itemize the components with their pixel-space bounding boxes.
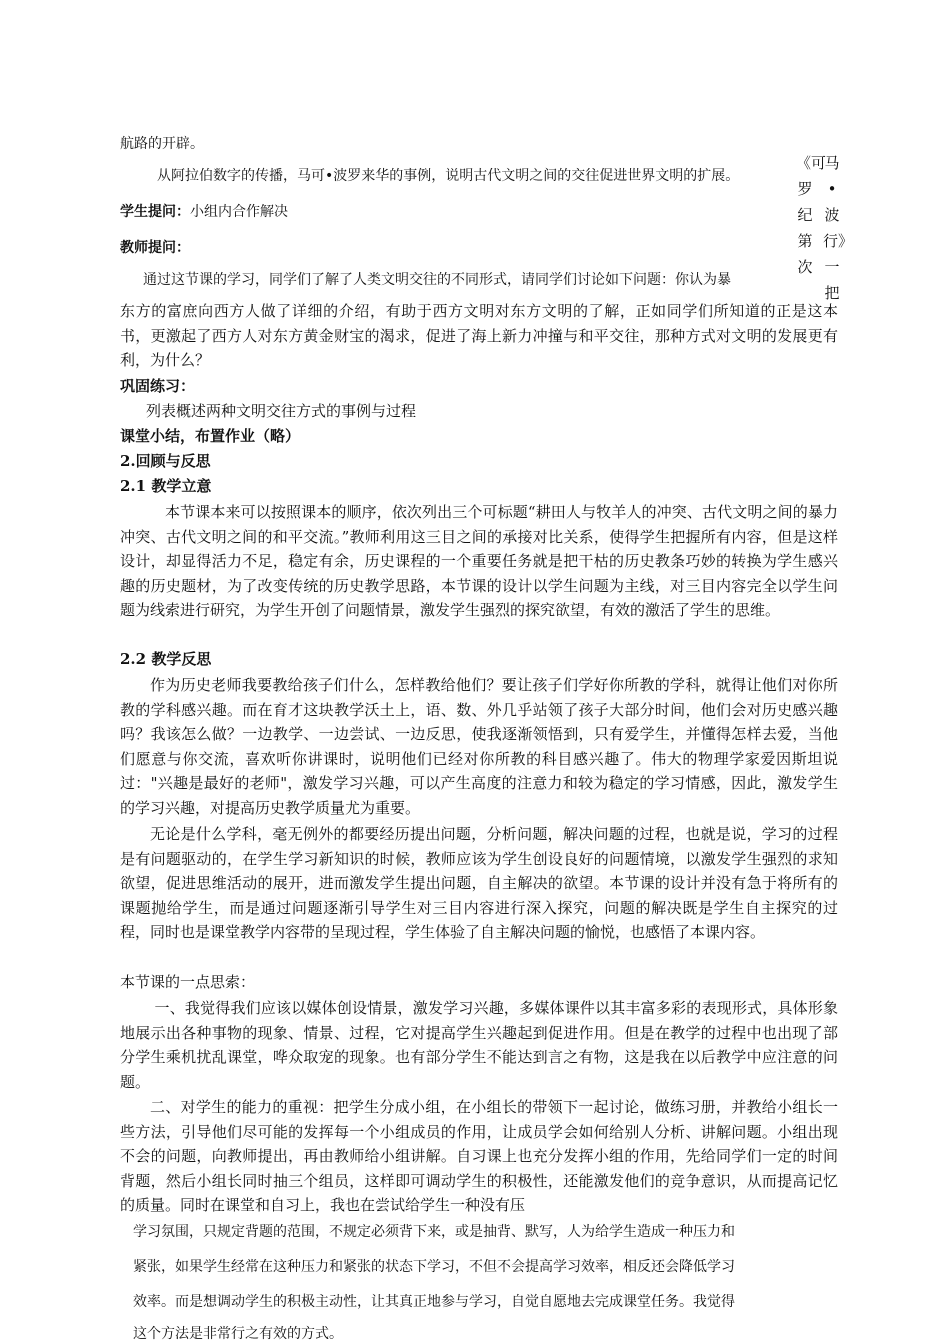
bottom-line-4: 这个方法是非常行之有效的方式。: [133, 1326, 343, 1342]
teacher-question-line1: 通过这节课的学习，同学们了解了人类文明交往的不同形式，请同学们讨论如下问题：你认为暴: [143, 272, 731, 288]
side-note-column-2: 马•波行》一把: [823, 154, 854, 302]
section-2-2-paragraph-2: 无论是什么学科，毫无例外的都要经历提出问题，分析问题，解决问题的过程，也就是说，学习的过程是有问题驱动的，在学生学习新知识的时候，教师应该为学生创设良好的问题情境，以激发学生强烈的求知欲望，促进思维活动的展开，进而激发学生提出问题，自主解决的欲望。本节课的设计并没有急于将所有的课题抛给学生，而是通过问题逐渐引导学生对三目内容进行深入探究，问题的解决既是学生自主探究的过程，同时也是课堂教学内容带的呈现过程，学生体验了自主解决问题的愉悦，也感悟了本课内容。: [120, 825, 838, 941]
review-heading: 2.回顾与反思: [120, 452, 211, 470]
practice-heading: 巩固练习：: [120, 377, 196, 395]
student-question: [120, 202, 288, 222]
teacher-question-paragraph: 东方的富庶向西方人做了详细的介绍，有助于西方文明对东方文明的了解，正如同学们所知道的正是这本书，更激起了西方人对东方黄金财宝的渴求，促进了海上新力冲撞与和平交往，那种方式对文明的发展更有利，为什么？: [120, 302, 838, 369]
section-2-1-heading: 2.1 教学立意: [120, 477, 212, 495]
summary-heading: 课堂小结，布置作业（略）: [120, 427, 301, 445]
side-note-column-1: 《可罗纪第次: [796, 154, 827, 276]
route-opening-text: 航路的开辟。: [120, 136, 204, 152]
student-question-label: 学生提问：: [120, 204, 190, 220]
bottom-line-3: 效率。而是想调动学生的积极主动性，让其真正地参与学习，自觉自愿地去完成课堂任务。我觉得: [133, 1294, 735, 1310]
example-sentence: 从阿拉伯数字的传播，马可•波罗来华的事例，说明古代文明之间的交往促进世界文明的扩展。: [157, 168, 740, 184]
bottom-line-2: 紧张，如果学生经常在这种压力和紧张的状态下学习，不但不会提高学习效率，相反还会降低学习: [133, 1259, 735, 1275]
section-2-2-paragraph-1: 作为历史老师我要教给孩子们什么，怎样教给他们？要让孩子们学好你所教的学科，就得让他们对你所教的学科感兴趣。而在育才这块教学沃土上，语、数、外几乎站领了孩子大部分时间，他们会对历史感兴趣吗？我该怎么做？一边教学、一边尝试、一边反思，使我逐渐领悟到，只有爱学生，并懂得怎样去爱，当他们愿意与你交流，喜欢听你讲课时，说明他们已经对你所教的科目感兴趣了。伟大的物理学家爱因斯坦说过："兴趣是最好的老师"，激发学习兴趣，可以产生高度的注意力和较为稳定的学习情感，因此，激发学生的学习兴趣，对提高历史教学质量尤为重要。: [120, 676, 838, 817]
section-2-1-paragraph: 本节课本来可以按照课本的顺序，依次列出三个可标题“耕田人与牧羊人的冲突、古代文明之间的暴力冲突、古代文明之间的和平交流。”教师利用这三目之间的承接对比关系，使得学生把握所有内容，但是这样设计，却显得活力不足，稳定有余，历史课程的一个重要任务就是把干枯的历史教条巧妙的转换为学生感兴趣的历史题材，为了改变传统的历史教学思路，本节课的设计以学生问题为主线，对三目内容完全以学生问题为线索进行研究，为学生开创了问题情景，激发学生强烈的探究欲望，有效的激活了学生的思维。: [120, 503, 838, 619]
practice-text: 列表概述两种文明交往方式的事例与过程: [146, 402, 417, 420]
thoughts-label: 本节课的一点思索：: [120, 973, 256, 991]
thought-2-paragraph: 二、对学生的能力的重视：把学生分成小组，在小组长的带领下一起讨论，做练习册，并教给小组长一些方法，引导他们尽可能的发挥每一个小组成员的作用，让成员学会如何给别人分析、讲解问题。小组出现不会的问题，向教师提出，再由教师给小组讲解。自习课上也充分发挥小组的作用，先给同学们一定的时间背题，然后小组长同时抽三个组员，这样即可调动学生的积极性，还能激发他们的竞争意识，从而提高记忆的质量。同时在课堂和自习上，我也在尝试给学生一种没有压: [120, 1098, 838, 1214]
teacher-question-label: 教师提问：: [120, 240, 190, 256]
student-question-text: 小组内合作解决: [190, 204, 288, 220]
section-2-2-heading: 2.2 教学反思: [120, 650, 212, 668]
thought-1-paragraph: 一、我觉得我们应该以媒体创设情景，激发学习兴趣，多媒体课件以其丰富多彩的表现形式，具体形象地展示出各种事物的现象、情景、过程，它对提高学生兴趣起到促进作用。但是在教学的过程中也出现了部分学生乘机扰乱课堂，哗众取宠的现象。也有部分学生不能达到言之有物，这是我在以后教学中应注意的问题。: [120, 999, 838, 1091]
bottom-line-1: 学习氛围，只规定背题的范围，不规定必须背下来，或是抽背、默写，人为给学生造成一种压力和: [133, 1224, 735, 1240]
